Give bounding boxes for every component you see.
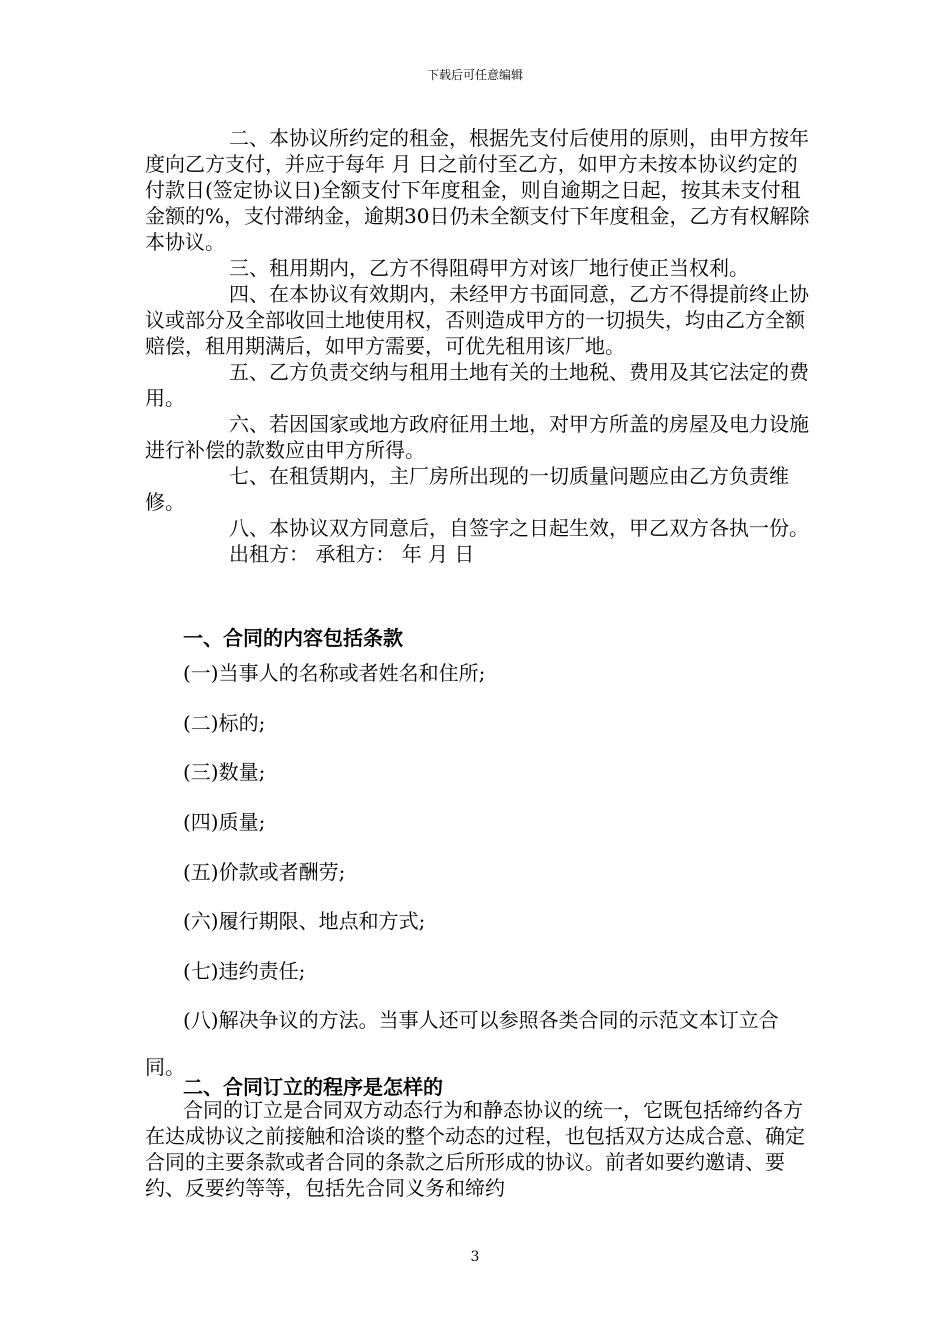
clause-6: 六、若因国家或地方政府征用土地，对甲方所盖的房屋及电力设施进行补偿的款数应由甲方所得。 xyxy=(145,412,809,462)
section1-title: 一、合同的内容包括条款 xyxy=(183,626,403,650)
clause-8: 八、本协议双方同意后，自签字之日起生效，甲乙双方各执一份。 xyxy=(229,516,809,540)
page-header: 下载后可任意编辑 xyxy=(426,68,523,82)
contract-item-6: (六)履行期限、地点和方式; xyxy=(183,909,426,933)
contract-item-1: (一)当事人的名称或者姓名和住所; xyxy=(183,661,486,685)
page-number: 3 xyxy=(470,1249,480,1265)
contract-item-8: (八)解决争议的方法。当事人还可以参照各类合同的示范文本订立合同。 xyxy=(145,1008,779,1079)
contract-item-7: (七)违约责任; xyxy=(183,959,306,983)
clause-4: 四、在本协议有效期内，未经甲方书面同意，乙方不得提前终止协议或部分及全部收回土地使用权，否则造成甲方的一切损失，均由乙方全额赔偿，租用期满后，如甲方需要，可优先租用该厂地。 xyxy=(145,282,809,358)
contract-item-3: (三)数量; xyxy=(183,760,266,784)
clause-5: 五、乙方负责交纳与租用土地有关的土地税、费用及其它法定的费用。 xyxy=(145,360,809,410)
contract-clauses xyxy=(145,125,810,567)
contract-item-2: (二)标的; xyxy=(183,711,266,735)
clause-2: 二、本协议所约定的租金，根据先支付后使用的原则，由甲方按年度向乙方支付，并应于每年 月 日之前付至乙方，如甲方未按本协议约定的付款日(签定协议日)全额支付下年度租金，则自逾期之日起，按其未支付租金额的%，支付滞纳金，逾期30日仍未全额支付下年度租金，乙方有权解除本协议。 xyxy=(145,126,810,254)
signature-line: 出租方： 承租方： 年 月 日 xyxy=(229,542,475,566)
section2-title: 二、合同订立的程序是怎样的 xyxy=(183,1075,443,1099)
clause-7: 七、在租赁期内，主厂房所出现的一切质量问题应由乙方负责维修。 xyxy=(145,464,789,514)
clause-3: 三、租用期内，乙方不得阻碍甲方对该厂地行使正当权利。 xyxy=(229,256,749,280)
section2-paragraph: 合同的订立是合同双方动态行为和静态协议的统一，它既包括缔约各方在达成协议之前接触和洽谈的整个动态的过程，也包括双方达成合意、确定合同的主要条款或者合同的条款之后所形成的协议。前者如要约邀请、要约、反要约等等，包括先合同义务和缔约 xyxy=(145,1098,805,1200)
contract-item-5: (五)价款或者酬劳; xyxy=(183,860,346,884)
contract-item-4: (四)质量; xyxy=(183,810,266,834)
